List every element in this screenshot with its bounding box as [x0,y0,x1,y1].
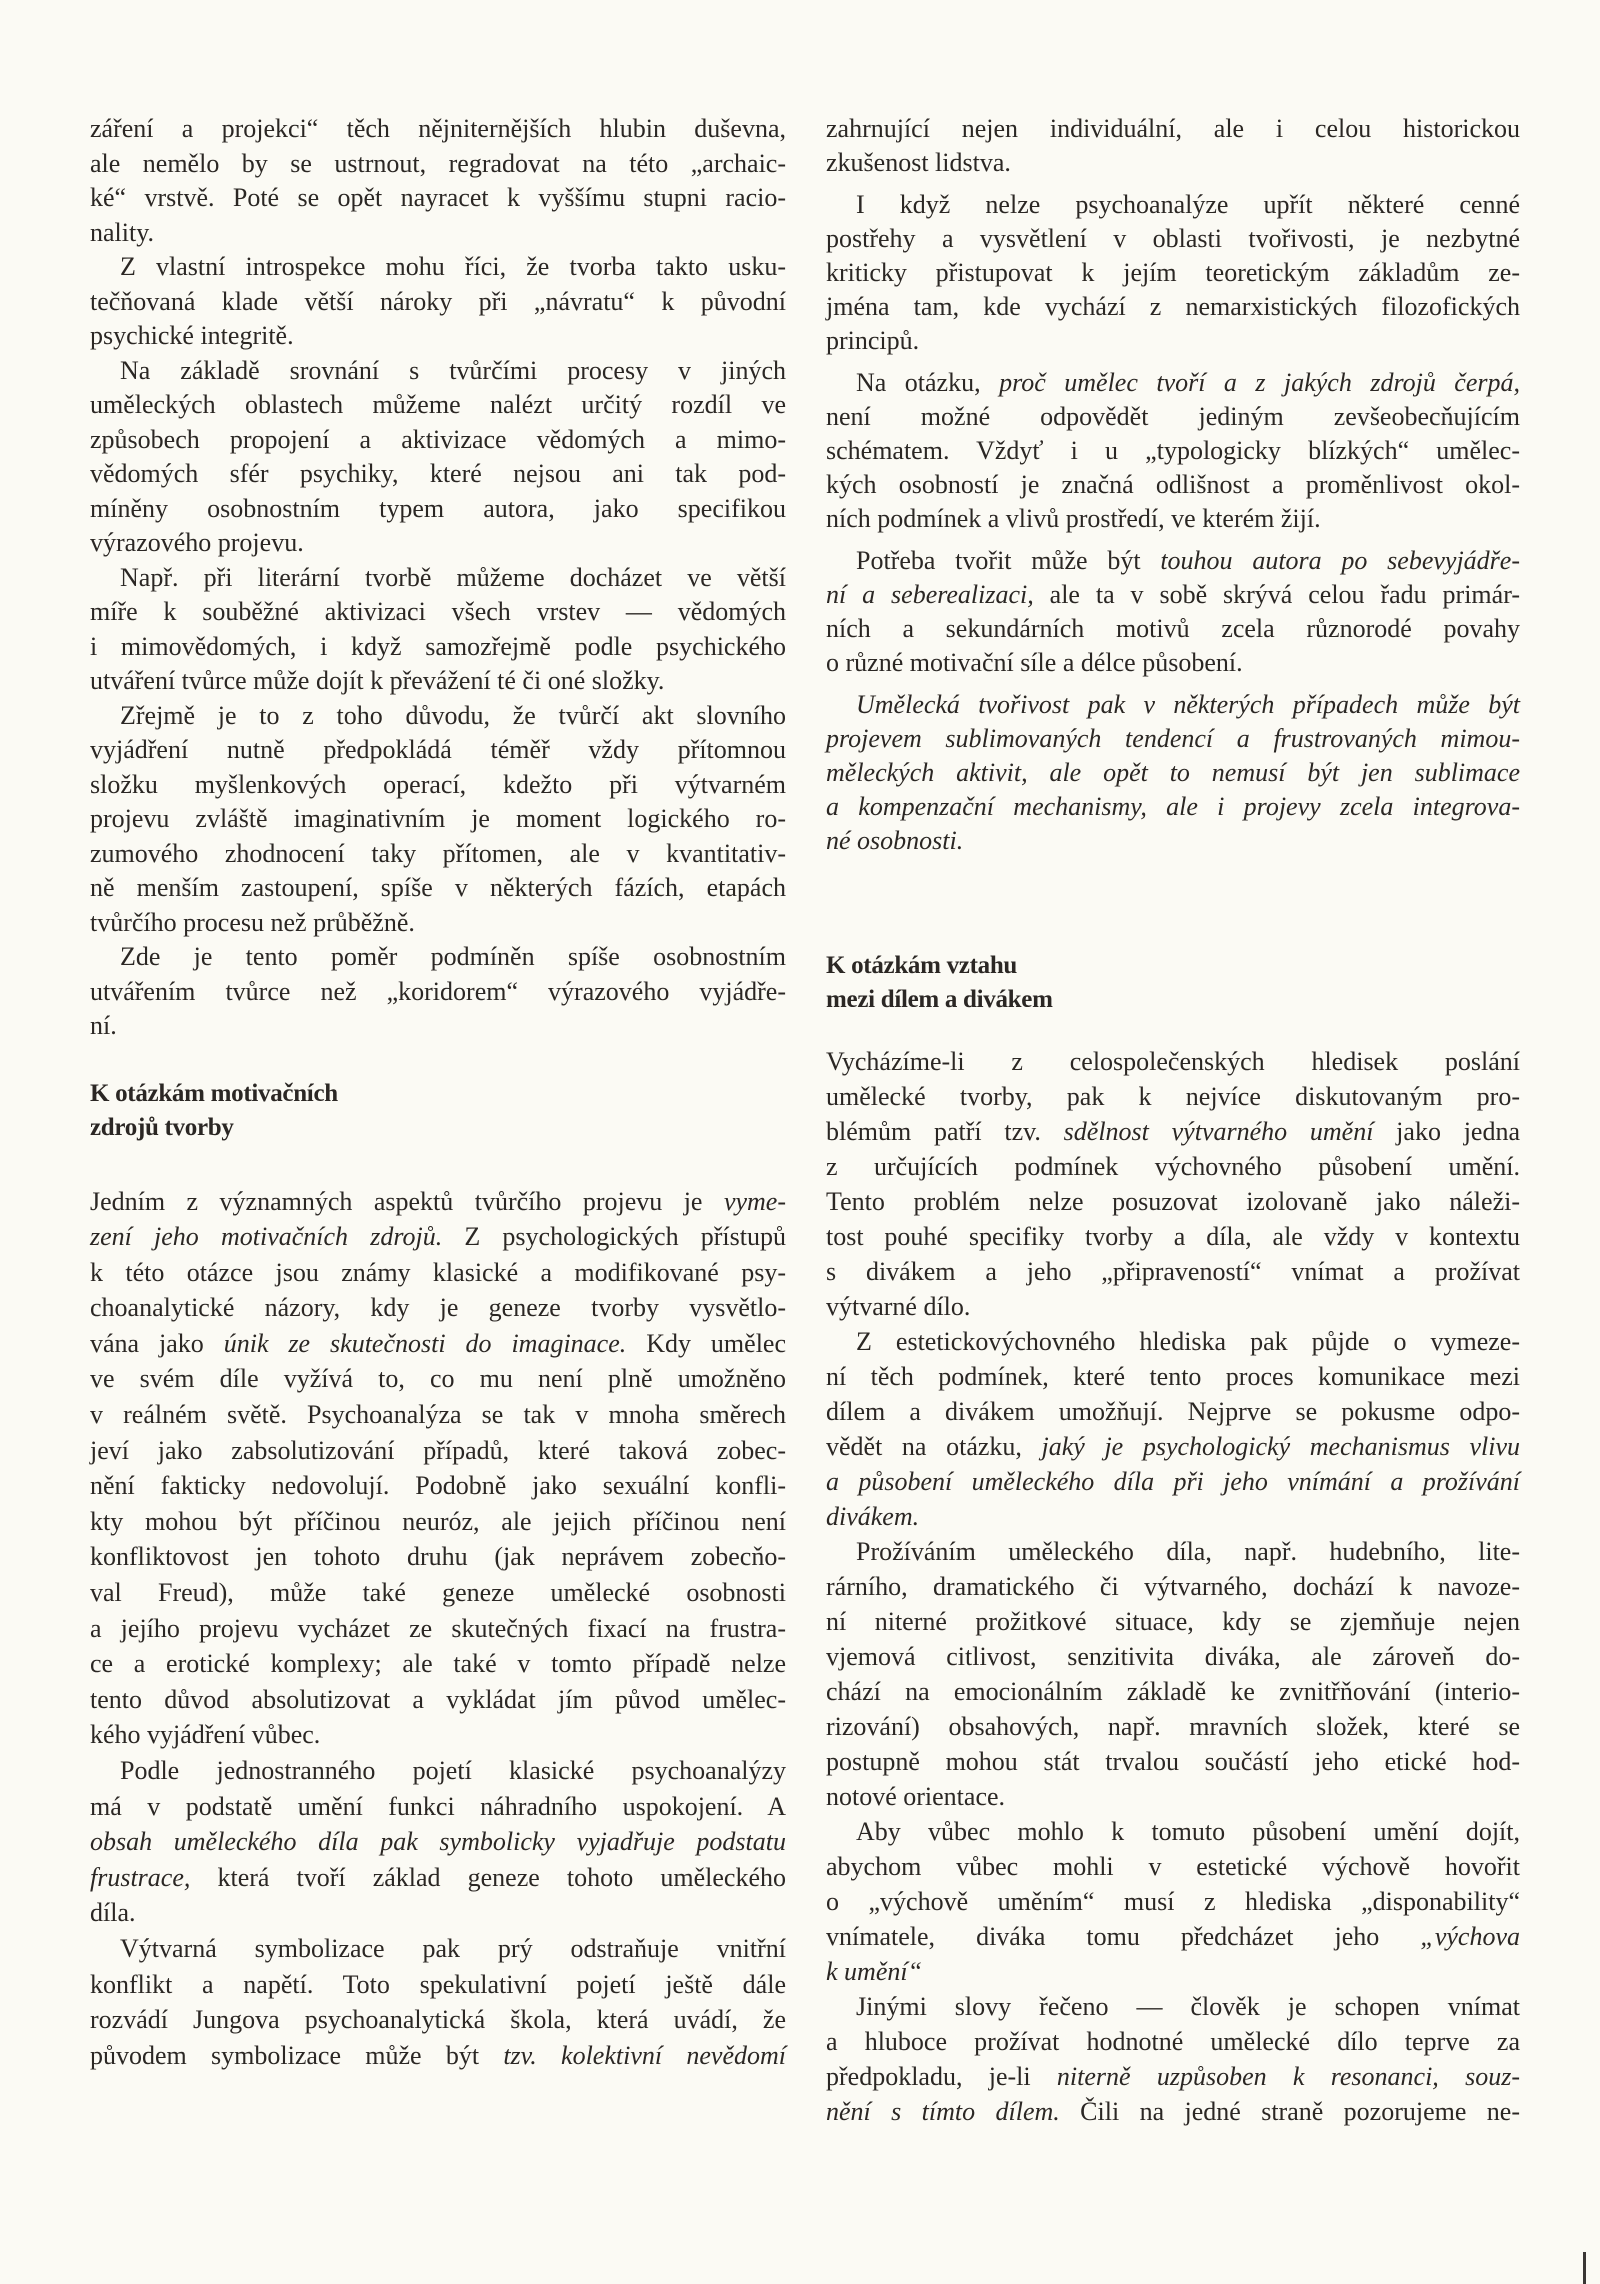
text-line [90,181,786,216]
text-line [90,147,786,182]
text-line [826,1674,1520,1709]
text-line [826,222,1520,256]
text: i mimovědomých, i když samozřejmě podle psychického [90,631,786,661]
text-line [826,756,1520,790]
text-line [90,1824,786,1860]
text-line [826,2059,1520,2094]
paragraph [90,940,786,1044]
text: rozvádí Jungova psychoanalytická škola, která uvádí, že [90,2005,786,2035]
text: ních podmínek a vlivů prostředí, ve kterém žijí. [826,504,1321,533]
text: notové orientace. [826,1782,1006,1811]
text-line [826,790,1520,824]
italic-text: frustrace, [90,1862,191,1892]
paragraph [826,366,1520,536]
text-line [90,1895,786,1931]
text: způsobech propojení a aktivizace vědomých a mimo- [90,424,786,454]
italic-text: ní a seberealizaci, [826,580,1034,609]
text: Aby vůbec mohlo k tomuto působení umění dojít, [856,1817,1520,1846]
text-line [826,1569,1520,1604]
text: utváření tvůrce může dojít k převážení té či oné složky. [90,666,665,695]
text-line [826,400,1520,434]
paragraph [90,1753,786,1931]
text-line [90,354,786,389]
text-line [826,612,1520,646]
paragraph [826,1989,1520,2129]
text-line [826,1254,1520,1289]
text-line [90,457,786,492]
text: Potřeba tvořit může být [856,546,1161,575]
text: choanalytické názory, kdy je geneze tvorby vysvětlo- [90,1293,786,1323]
italic-text: nění s tímto dílem. [826,2097,1060,2126]
text: předpokladu, je-li [826,2062,1057,2091]
text: nality. [90,217,155,247]
text-line [90,250,786,285]
text: Zde je tento poměr podmíněn spíše osobnostním [120,942,786,971]
italic-text: jaký je psychologický mechanismus vlivu [1041,1432,1520,1461]
text: dílem a divákem umožňují. Nejprve se pokusme odpo- [826,1397,1520,1426]
text-line [826,434,1520,468]
text: ně menším zastoupení, spíše v některých fázích, etapách [90,873,786,902]
text-line [826,468,1520,502]
paragraph [826,1044,1520,1324]
right-column [826,112,1520,2129]
text-line [826,1219,1520,1254]
text-line [90,1009,786,1044]
text: ké“ vrstvě. Poté se opět nayracet k vyššímu stupni racio- [90,183,786,212]
text-line [826,146,1520,180]
text-line [90,699,786,734]
text: rárního, dramatického či výtvarného, dochází k navoze- [826,1572,1520,1601]
text: původem symbolizace může být [90,2040,504,2070]
paragraph [90,1931,786,2073]
paragraph [826,188,1520,358]
text-line [90,423,786,458]
text-line [90,2038,786,2074]
text: ní niterné prožitkové situace, kdy se zjemňuje nejen [826,1607,1520,1636]
text: a jejího projevu vycházet ze skutečných fixací na frustra- [90,1613,786,1643]
text-line [90,319,786,354]
text: I když nelze psychoanalýze upřít některé cenné [856,190,1520,219]
text-line [90,1860,786,1896]
text-line [90,595,786,630]
text-line [90,975,786,1010]
text: chází na emocionálním základě ke zvnitřňování (interio- [826,1677,1520,1706]
text-line [826,1079,1520,1114]
text-line [826,824,1520,858]
text-line [826,1184,1520,1219]
text: ale nemělo by se ustrnout, regradovat na této „archaic- [90,148,786,178]
text: konflikt a napětí. Toto spekulativní pojetí ještě dále [90,1969,786,1999]
text-line [826,1954,1520,1989]
text-line [90,630,786,665]
text-line [90,1753,786,1789]
text-line [90,1290,786,1326]
paragraph [826,112,1520,180]
text: Podle jednostranného pojetí klasické psychoanalýzy [120,1756,786,1785]
text-line [826,2094,1520,2129]
text: tečňovaná klade větší nároky při „návratu“ k původní [90,286,786,316]
text: abychom vůbec mohli v estetické výchově hovořit [826,1852,1520,1881]
text: tento důvod absolutizovat a vykládat jím původ umělec- [90,1684,786,1714]
section-heading [90,1077,786,1145]
text: Jedním z významných aspektů tvůrčího projevu je [90,1186,724,1216]
text: K otázkám motivačních [90,1079,338,1107]
paragraph [826,1814,1520,1989]
italic-text: obsah uměleckého díla pak symbolicky vyjadřuje podstatu [90,1827,786,1857]
text: Z vlastní introspekce mohu říci, že tvorba takto usku- [120,252,786,281]
text-line [826,502,1520,536]
paragraph [826,1534,1520,1814]
text: výtvarné dílo. [826,1292,971,1321]
text-line [826,1114,1520,1149]
text-line [826,2024,1520,2059]
italic-text: a kompenzační mechanismy, ale i projevy zcela integrova- [826,792,1520,821]
text: Na základě srovnání s tvůrčími procesy v jiných [120,355,786,385]
paragraph [90,112,786,250]
text: nění fakticky nedovolují. Podobně jako sexuální konfli- [90,1471,786,1501]
paragraph [826,544,1520,680]
italic-text: né osobnosti. [826,826,964,855]
italic-text: a působení uměleckého díla při jeho vnímání a prožívání [826,1467,1520,1496]
text: Z estetickovýchovného hlediska pak půjde o vymeze- [856,1327,1520,1356]
paragraph [90,699,786,941]
text-line [90,733,786,768]
text: není možné odpovědět jediným zevšeobecňujícím [826,402,1520,431]
text: kého vyjádření vůbec. [90,1720,321,1750]
text-line [90,940,786,975]
text-line [826,1359,1520,1394]
text-line [826,544,1520,578]
text: psychické integritě. [90,321,294,350]
text-line [90,871,786,906]
text: vyjádření nutně předpokládá téměř vždy přítomnou [90,735,786,764]
text-line [826,1464,1520,1499]
text-line [90,1539,786,1575]
text-line [90,1646,786,1682]
text-line [826,1814,1520,1849]
italic-text: divákem. [826,1502,920,1531]
italic-text: sdělnost výtvarného umění [1063,1117,1374,1146]
text: zahrnující nejen individuální, ale i celou historickou [826,114,1520,143]
text-line [90,664,786,699]
text: kých osobností je značná odlišnost a proměnlivost okol- [826,470,1520,499]
text-line [826,1044,1520,1079]
text-line [826,1744,1520,1779]
text: K otázkám vztahu [826,952,1018,979]
text: principů. [826,326,920,355]
paragraph [90,561,786,699]
text: Na otázku, [856,368,1000,397]
text: Z psychologických přístupů [442,1222,786,1252]
paragraph [826,1324,1520,1534]
text-line [90,1575,786,1611]
text-line [826,1709,1520,1744]
text-line [826,1604,1520,1639]
heading-line [90,1077,786,1111]
text-line [90,112,786,147]
text-line [826,324,1520,358]
text-line [90,837,786,872]
text: umělecké tvorby, pak k nejvíce diskutovaným pro- [826,1082,1520,1111]
text: jeví jako zabsolutizování případů, které taková zobec- [90,1435,786,1465]
text: má v podstatě umění funkci náhradního uspokojení. A [90,1791,786,1821]
text: kty mohou být příčinou neuróz, ale jejich příčinou není [90,1506,786,1536]
text: vjemová citlivost, senzitivita diváka, ale zároveň do- [826,1642,1520,1671]
text: tost pouhé specifiky tvorby a díla, ale vždy v kontextu [826,1222,1520,1251]
text: zumového zhodnocení taky přítomen, ale v kvantitativ- [90,838,786,868]
text-line [826,1639,1520,1674]
text: uměleckých oblastech můžeme nalézt určitý rozdíl ve [90,390,786,419]
text: míře k souběžné aktivizaci všech vrstev — vědomých [90,597,786,626]
italic-text: „výchova [1420,1922,1520,1951]
text-line [826,646,1520,680]
text-line [90,285,786,320]
italic-text: projevem sublimovaných tendencí a frustrovaných mimou- [826,724,1520,753]
text-line [90,1184,786,1220]
text: Tento problém nelze posuzovat izolovaně jako náleži- [826,1187,1520,1216]
text: díla. [90,1898,136,1928]
text-line [826,1534,1520,1569]
italic-text: Umělecká tvořivost pak v některých případech může být [856,690,1520,719]
text-line [90,1611,786,1647]
text: Výtvarná symbolizace pak prý odstraňuje vnitřní [120,1933,786,1963]
text: zdrojů tvorby [90,1113,234,1141]
italic-text: zení jeho motivačních zdrojů. [90,1222,443,1252]
text: projevu zvláště imaginativním je moment logického ro- [90,804,786,833]
paragraph [90,354,786,561]
text: ní těch podmínek, které tento proces komunikace mezi [826,1362,1520,1391]
text-line [90,492,786,527]
text: jména tam, kde vychází z nemarxistických filozofických [826,292,1520,321]
text-line [90,1326,786,1362]
text-line [90,1931,786,1967]
text: Vycházíme-li z celospolečenských hledisek poslání [826,1047,1520,1076]
italic-text: touhou autora po sebevyjádře- [1160,546,1520,575]
text: vědět na otázku, [826,1432,1042,1461]
text: výrazového projevu. [90,528,304,557]
text-line [90,1397,786,1433]
text-line [90,1468,786,1504]
text-line [90,1717,786,1753]
italic-text: tzv. kolektivní nevědomí [503,2040,786,2070]
text-line [826,366,1520,400]
text: schématem. Vždyť i u „typologicky blízkých“ umělec- [826,436,1520,465]
text-line [826,1429,1520,1464]
text-line [826,1779,1520,1814]
text: a hluboce prožívat hodnotné umělecké dílo teprve za [826,2027,1520,2056]
text: o různé motivační síle a délce působení. [826,648,1243,677]
text-line [90,1255,786,1291]
text: rizování) obsahových, např. mravních složek, které se [826,1712,1520,1741]
italic-text: únik ze skutečnosti do imaginace. [223,1328,627,1358]
text-line [90,2002,786,2038]
text: ve svém díle vyžívá to, co mu není plně umožněno [90,1364,786,1394]
text-line [90,561,786,596]
text-line [826,688,1520,722]
heading-line [826,949,1520,983]
text: záření a projekci“ těch nějniternějších hlubin duševna, [90,114,786,143]
text-line [826,1849,1520,1884]
text-line [90,1361,786,1397]
text-line [826,1149,1520,1184]
text-line [90,526,786,561]
text-line [826,188,1520,222]
text: Prožíváním uměleckého díla, např. hudebního, lite- [856,1537,1520,1566]
left-column [90,112,786,2073]
text: val Freud), může také geneze umělecké osobnosti [90,1578,786,1608]
text: Zřejmě je to z toho důvodu, že tvůrčí akt slovního [120,700,786,730]
text: mezi dílem a divákem [826,986,1053,1013]
text: vnímatele, diváka tomu předcházet jeho [826,1922,1421,1951]
text-line [826,722,1520,756]
text-line [826,578,1520,612]
italic-text: vyme- [723,1186,786,1216]
text: utvářením tvůrce než „koridorem“ výrazového vyjádře- [90,976,786,1006]
text: vědomých sfér psychiky, které nejsou ani tak pod- [90,459,786,488]
text: k této otázce jsou známy klasické a modifikované psy- [90,1257,786,1287]
text: Čili na jedné straně pozorujeme ne- [1059,2097,1520,2126]
text-line [826,112,1520,146]
text: blémům patří tzv. [826,1117,1064,1146]
text: postupně mohou stát trvalou součástí jeho etické hod- [826,1747,1520,1776]
text-line [826,1499,1520,1534]
text-line [826,1289,1520,1324]
text: míněny osobnostním typem autora, jako specifikou [90,493,786,523]
text-line [826,1394,1520,1429]
text: postřehy a vysvětlení v oblasti tvořivosti, je nezbytné [826,224,1520,253]
paragraph [90,1184,786,1754]
italic-text: měleckých aktivit, ale opět to nemusí být jen sublimace [826,758,1520,787]
text: kriticky přistupovat k jejím teoretickým základům ze- [826,258,1520,287]
text: která tvoří základ geneze tohoto uměleckého [190,1862,786,1892]
text: Jinými slovy řečeno — člověk je schopen vnímat [856,1992,1520,2021]
text: ale ta v sobě skrývá celou řadu primár- [1033,580,1520,609]
section-heading [826,949,1520,1017]
text: Např. při literární tvorbě můžeme docházet ve větší [120,562,786,592]
heading-line [826,983,1520,1017]
text-line [90,1789,786,1825]
text: složku myšlenkových operací, kdežto při výtvarném [90,769,786,799]
paragraph [90,250,786,354]
text: s divákem a jeho „připraveností“ vnímat a prožívat [826,1257,1520,1286]
text-line [90,216,786,251]
text: jako jedna [1373,1117,1520,1146]
text: v reálném světě. Psychoanalýza se tak v mnoha směrech [90,1400,786,1430]
text-line [90,1504,786,1540]
italic-text: niterně uzpůsoben k resonanci, souz- [1056,2062,1520,2091]
text-line [826,290,1520,324]
text: tvůrčího procesu než průběžně. [90,907,415,937]
text-line [90,1433,786,1469]
italic-text: proč umělec tvoří a z jakých zdrojů čerpá, [999,368,1520,397]
text: ce a erotické komplexy; ale také v tomto případě nelze [90,1649,786,1679]
text: vána jako [90,1328,224,1358]
text-line [826,1884,1520,1919]
paragraph [826,688,1520,858]
text: ní. [90,1011,117,1040]
text-line [90,768,786,803]
text-line [90,802,786,837]
text-line [826,1919,1520,1954]
italic-text: k umění“ [826,1957,923,1986]
text-line [90,388,786,423]
text: ních a sekundárních motivů zcela různorodé povahy [826,614,1520,643]
text: z určujících podmínek výchovného působení umění. [826,1152,1520,1181]
heading-line [90,1111,786,1145]
text-line [90,1682,786,1718]
text-line [90,906,786,941]
text-line [90,1219,786,1255]
text: zkušenost lidstva. [826,148,1011,177]
text-line [826,256,1520,290]
text-line [826,1324,1520,1359]
text: o „výchově uměním“ musí z hlediska „disponability“ [826,1887,1520,1916]
text-line [826,1989,1520,2024]
scan-edge-mark [1583,2252,1586,2284]
text: Kdy umělec [626,1328,786,1358]
text: konfliktovost jen tohoto druhu (jak neprávem zobecňo- [90,1542,786,1572]
text-line [90,1967,786,2003]
